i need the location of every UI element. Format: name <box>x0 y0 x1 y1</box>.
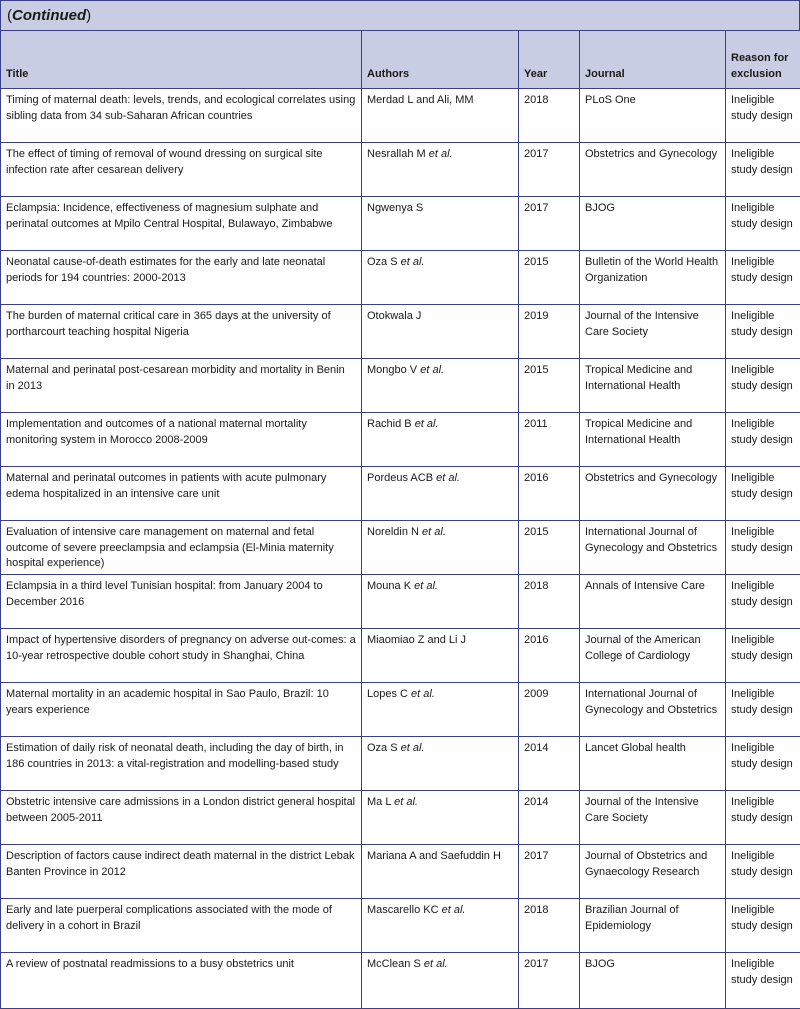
cell-reason: Ineligible study design <box>726 845 800 899</box>
cell-reason: Ineligible study design <box>726 305 800 359</box>
table-row <box>1 791 800 845</box>
cell-reason: Ineligible study design <box>726 953 800 1009</box>
cell-journal: Brazilian Journal of Epidemiology <box>580 899 726 953</box>
cell-journal: Obstetrics and Gynecology <box>580 143 726 197</box>
et-al: et al. <box>420 364 444 376</box>
cell-title: Evaluation of intensive care management on maternal and fetal outcome of severe preeclampsia and eclampsia (El-Minia maternity hospital experience) <box>1 521 362 575</box>
et-al: et al. <box>401 256 425 268</box>
banner-close-paren: ) <box>86 7 91 24</box>
author-names: Lopes C <box>367 688 408 700</box>
cell-journal: Bulletin of the World Health Organization <box>580 251 726 305</box>
et-al: et al. <box>414 580 438 592</box>
continued-banner <box>0 0 800 30</box>
cell-authors <box>362 197 519 251</box>
author-names: Nesrallah M <box>367 148 426 160</box>
cell-authors <box>362 899 519 953</box>
cell-authors <box>362 413 519 467</box>
cell-authors <box>362 467 519 521</box>
et-al: et al. <box>401 742 425 754</box>
cell-journal: International Journal of Gynecology and Obstetrics <box>580 521 726 575</box>
cell-title: The effect of timing of removal of wound dressing on surgical site infection rate after cesarean delivery <box>1 143 362 197</box>
cell-journal: Journal of the Intensive Care Society <box>580 305 726 359</box>
cell-authors <box>362 683 519 737</box>
cell-year: 2014 <box>519 737 580 791</box>
table-row <box>1 629 800 683</box>
cell-title: Maternal and perinatal outcomes in patients with acute pulmonary edema hospitalized in an intensive care unit <box>1 467 362 521</box>
table-row <box>1 953 800 1009</box>
table-row <box>1 575 800 629</box>
cell-title: Neonatal cause-of-death estimates for the early and late neonatal periods for 194 countries: 2000-2013 <box>1 251 362 305</box>
cell-journal: BJOG <box>580 953 726 1009</box>
et-al: et al. <box>422 526 446 538</box>
cell-title: Obstetric intensive care admissions in a London district general hospital between 2005-2011 <box>1 791 362 845</box>
cell-year: 2015 <box>519 251 580 305</box>
cell-reason: Ineligible study design <box>726 251 800 305</box>
header-journal: Journal <box>580 31 726 89</box>
cell-title: Impact of hypertensive disorders of pregnancy on adverse out-comes: a 10-year retrospective double cohort study in Shanghai, China <box>1 629 362 683</box>
table-row <box>1 467 800 521</box>
author-names: Noreldin N <box>367 526 419 538</box>
cell-reason: Ineligible study design <box>726 413 800 467</box>
cell-authors <box>362 89 519 143</box>
table-row <box>1 521 800 575</box>
cell-title: The burden of maternal critical care in 365 days at the university of portharcourt teaching hospital Nigeria <box>1 305 362 359</box>
cell-reason: Ineligible study design <box>726 521 800 575</box>
cell-title: Estimation of daily risk of neonatal death, including the day of birth, in 186 countries in 2013: a vital-registration and modelling-based study <box>1 737 362 791</box>
cell-title: Implementation and outcomes of a national maternal mortality monitoring system in Morocco 2008-2009 <box>1 413 362 467</box>
cell-authors <box>362 359 519 413</box>
cell-year: 2014 <box>519 791 580 845</box>
header-reason: Reason for exclusion <box>726 31 800 89</box>
cell-authors <box>362 845 519 899</box>
cell-title: Eclampsia in a third level Tunisian hospital: from January 2004 to December 2016 <box>1 575 362 629</box>
cell-year: 2015 <box>519 521 580 575</box>
author-names: Mongbo V <box>367 364 417 376</box>
cell-authors <box>362 305 519 359</box>
table-row <box>1 251 800 305</box>
et-al: et al. <box>424 958 448 970</box>
cell-year: 2017 <box>519 845 580 899</box>
cell-journal: Tropical Medicine and International Health <box>580 359 726 413</box>
cell-reason: Ineligible study design <box>726 143 800 197</box>
et-al: et al. <box>411 688 435 700</box>
table-row <box>1 845 800 899</box>
author-names: Mouna K <box>367 580 411 592</box>
et-al: et al. <box>442 904 466 916</box>
author-names: Oza S <box>367 256 398 268</box>
author-names: Merdad L and Ali, MM <box>367 94 474 106</box>
cell-year: 2011 <box>519 413 580 467</box>
cell-year: 2016 <box>519 467 580 521</box>
table-row <box>1 197 800 251</box>
author-names: Ngwenya S <box>367 202 423 214</box>
cell-reason: Ineligible study design <box>726 737 800 791</box>
cell-year: 2017 <box>519 953 580 1009</box>
cell-journal: Journal of Obstetrics and Gynaecology Research <box>580 845 726 899</box>
excluded-studies-table <box>0 30 800 1009</box>
cell-authors <box>362 521 519 575</box>
cell-journal: Annals of Intensive Care <box>580 575 726 629</box>
cell-reason: Ineligible study design <box>726 629 800 683</box>
continued-label: Continued <box>12 7 86 24</box>
et-al: et al. <box>429 148 453 160</box>
cell-reason: Ineligible study design <box>726 197 800 251</box>
et-al: et al. <box>436 472 460 484</box>
cell-reason: Ineligible study design <box>726 359 800 413</box>
cell-authors <box>362 629 519 683</box>
author-names: McClean S <box>367 958 421 970</box>
cell-journal: Journal of the Intensive Care Society <box>580 791 726 845</box>
cell-reason: Ineligible study design <box>726 467 800 521</box>
cell-journal: Lancet Global health <box>580 737 726 791</box>
cell-authors <box>362 575 519 629</box>
table-row <box>1 305 800 359</box>
cell-journal: Tropical Medicine and International Health <box>580 413 726 467</box>
cell-year: 2017 <box>519 197 580 251</box>
cell-authors <box>362 737 519 791</box>
table-row <box>1 413 800 467</box>
cell-title: Maternal mortality in an academic hospital in Sao Paulo, Brazil: 10 years experience <box>1 683 362 737</box>
cell-authors <box>362 791 519 845</box>
cell-title: Eclampsia: Incidence, effectiveness of magnesium sulphate and perinatal outcomes at Mpilo Central Hospital, Bulawayo, Zimbabwe <box>1 197 362 251</box>
et-al: et al. <box>394 796 418 808</box>
cell-journal: BJOG <box>580 197 726 251</box>
cell-reason: Ineligible study design <box>726 575 800 629</box>
cell-authors <box>362 143 519 197</box>
table-row <box>1 899 800 953</box>
et-al: et al. <box>415 418 439 430</box>
table-row <box>1 683 800 737</box>
cell-year: 2017 <box>519 143 580 197</box>
cell-reason: Ineligible study design <box>726 89 800 143</box>
header-authors: Authors <box>362 31 519 89</box>
cell-title: Early and late puerperal complications associated with the mode of delivery in a cohort in Brazil <box>1 899 362 953</box>
cell-year: 2018 <box>519 575 580 629</box>
author-names: Rachid B <box>367 418 412 430</box>
cell-journal: International Journal of Gynecology and Obstetrics <box>580 683 726 737</box>
cell-title: Description of factors cause indirect death maternal in the district Lebak Banten Province in 2012 <box>1 845 362 899</box>
table-row <box>1 89 800 143</box>
author-names: Mascarello KC <box>367 904 439 916</box>
cell-title: Timing of maternal death: levels, trends, and ecological correlates using sibling data from 34 sub-Saharan African countries <box>1 89 362 143</box>
cell-year: 2015 <box>519 359 580 413</box>
table-header-row <box>1 31 800 89</box>
cell-journal: Obstetrics and Gynecology <box>580 467 726 521</box>
table-row <box>1 737 800 791</box>
cell-reason: Ineligible study design <box>726 899 800 953</box>
cell-title: Maternal and perinatal post-cesarean morbidity and mortality in Benin in 2013 <box>1 359 362 413</box>
header-title: Title <box>1 31 362 89</box>
cell-journal: Journal of the American College of Cardiology <box>580 629 726 683</box>
table-row <box>1 359 800 413</box>
author-names: Miaomiao Z and Li J <box>367 634 466 646</box>
author-names: Mariana A and Saefuddin H <box>367 850 501 862</box>
author-names: Otokwala J <box>367 310 421 322</box>
cell-reason: Ineligible study design <box>726 791 800 845</box>
banner-open-paren: ( <box>7 7 12 24</box>
cell-title: A review of postnatal readmissions to a busy obstetrics unit <box>1 953 362 1009</box>
table-row <box>1 143 800 197</box>
cell-year: 2018 <box>519 899 580 953</box>
cell-authors <box>362 953 519 1009</box>
author-names: Pordeus ACB <box>367 472 433 484</box>
header-year: Year <box>519 31 580 89</box>
cell-journal: PLoS One <box>580 89 726 143</box>
cell-year: 2018 <box>519 89 580 143</box>
cell-year: 2016 <box>519 629 580 683</box>
cell-year: 2019 <box>519 305 580 359</box>
cell-year: 2009 <box>519 683 580 737</box>
author-names: Oza S <box>367 742 398 754</box>
cell-authors <box>362 251 519 305</box>
author-names: Ma L <box>367 796 391 808</box>
cell-reason: Ineligible study design <box>726 683 800 737</box>
